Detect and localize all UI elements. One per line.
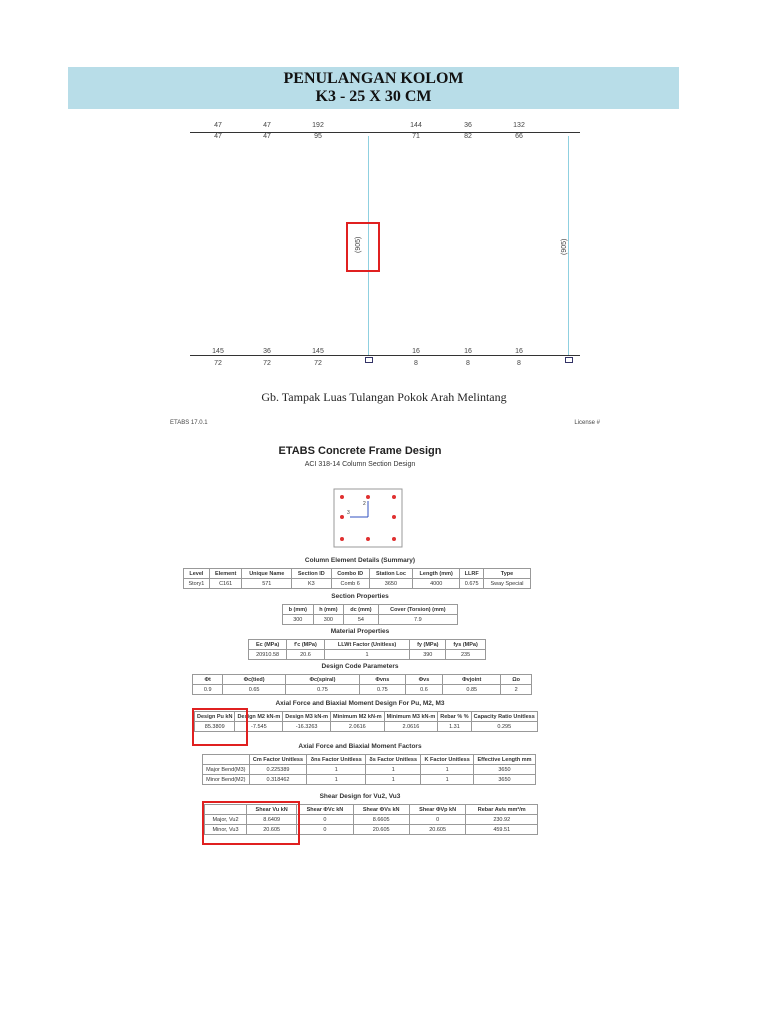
etabs-version: ETABS 17.0.1 (170, 420, 208, 426)
title-line-2: K3 - 25 X 30 CM (315, 88, 432, 105)
rebar-area-diagram (190, 118, 580, 373)
bottom-value: 8 (466, 360, 470, 367)
bottom-value: 8 (414, 360, 418, 367)
top-value: 82 (464, 133, 472, 140)
top-value: 47 (263, 122, 271, 129)
support-icon (565, 357, 573, 363)
top-value: 47 (214, 133, 222, 140)
top-value: 132 (513, 122, 525, 129)
svg-text:2: 2 (363, 501, 366, 507)
report-heading: ETABS Concrete Frame Design (278, 445, 442, 457)
support-icon (365, 357, 373, 363)
bottom-value: 8 (517, 360, 521, 367)
rebar-dot (340, 495, 344, 499)
rebar-dot (392, 495, 396, 499)
bottom-value: 36 (263, 348, 271, 355)
bottom-value: 72 (214, 360, 222, 367)
top-value: 71 (412, 133, 420, 140)
top-value: 47 (214, 122, 222, 129)
bottom-value: 145 (212, 348, 224, 355)
summary-table: Level Element Unique Name Section ID Combo ID Station Loc Length (mm) LLRF Type Story1 C161 571 K3 Comb 6 3650 4000 0.675 Sway Special (183, 568, 531, 589)
svg-text:3: 3 (347, 510, 350, 516)
etabs-report (170, 415, 600, 845)
bottom-value: 72 (263, 360, 271, 367)
column-label-right: (905) (561, 238, 568, 255)
bottom-value: 72 (314, 360, 322, 367)
axial-force-table: Design Pu kN Design M2 kN-m Design M3 kN-m Minimum M2 kN-m Minimum M3 kN-m Rebar % % Capacity Ratio Unitless 85.3809 -7.545 -16.3263 2.0616 2.0616 1.31 0.295 (194, 711, 538, 732)
highlight-box (346, 222, 380, 272)
top-value: 144 (410, 122, 422, 129)
title-line-1: PENULANGAN KOLOM (283, 70, 464, 87)
bottom-value: 145 (312, 348, 324, 355)
axial-force-title: Axial Force and Biaxial Moment Design For Pu, M2, M3 (275, 700, 445, 707)
highlight-box (202, 801, 300, 845)
bottom-value: 16 (464, 348, 472, 355)
title-banner (68, 67, 679, 109)
top-value: 192 (312, 122, 324, 129)
section-props-table: b (mm) h (mm) dc (mm) Cover (Torsion) (mm) 300 300 54 7.9 (282, 604, 458, 625)
top-value: 95 (314, 133, 322, 140)
design-code-table: Φt Φc(tied) Φc(spiral) Φvns Φvs Φvjoint Ωo 0.9 0.65 0.75 0.75 0.6 0.85 2 (192, 674, 532, 695)
license-label: License # (574, 420, 600, 426)
material-props-table: Ec (MPa) f'c (MPa) LLWt Factor (Unitless) fy (MPa) fys (MPa) 20910.58 20.6 1 390 235 (248, 639, 486, 660)
rebar-dot (366, 537, 370, 541)
summary-title: Column Element Details (Summary) (304, 557, 416, 564)
bottom-value: 16 (412, 348, 420, 355)
moment-factors-table: Cm Factor Unitless δns Factor Unitless δs Factor Unitless K Factor Unitless Effective Length mm Major Bend(M3) 0.225389 1 1 1 3650 Minor Bend(M2) 0.318462 1 1 1 3650 (202, 754, 536, 785)
column-section-drawing (332, 487, 404, 551)
bottom-value: 16 (515, 348, 523, 355)
top-value: 36 (464, 122, 472, 129)
figure-caption: Gb. Tampak Luas Tulangan Pokok Arah Melintang (261, 390, 507, 404)
moment-factors-title: Axial Force and Biaxial Moment Factors (298, 743, 422, 750)
design-code-title: Design Code Parameters (321, 663, 399, 670)
rebar-dot (392, 515, 396, 519)
rebar-dot (340, 515, 344, 519)
rebar-dot (340, 537, 344, 541)
bottom-divider (190, 355, 580, 356)
shear-table: Shear Vu kN Shear ΦVc kN Shear ΦVs kN Shear ΦVp kN Rebar Av/s mm²/m Major, Vu2 8.6409 0 8.6605 0 230.92 Minor, Vu3 20.605 0 20.605 20.605 459.51 (204, 804, 538, 835)
rebar-dot (392, 537, 396, 541)
column-label-left: (905) (355, 236, 362, 253)
shear-title: Shear Design for Vu2, Vu3 (319, 793, 401, 800)
column-line-right (568, 136, 569, 356)
material-props-title: Material Properties (330, 628, 390, 635)
highlight-box (192, 708, 248, 746)
section-props-title: Section Properties (331, 593, 389, 600)
report-subheading: ACI 318-14 Column Section Design (304, 461, 416, 468)
top-value: 47 (263, 133, 271, 140)
rebar-dot (366, 495, 370, 499)
top-value: 66 (515, 133, 523, 140)
